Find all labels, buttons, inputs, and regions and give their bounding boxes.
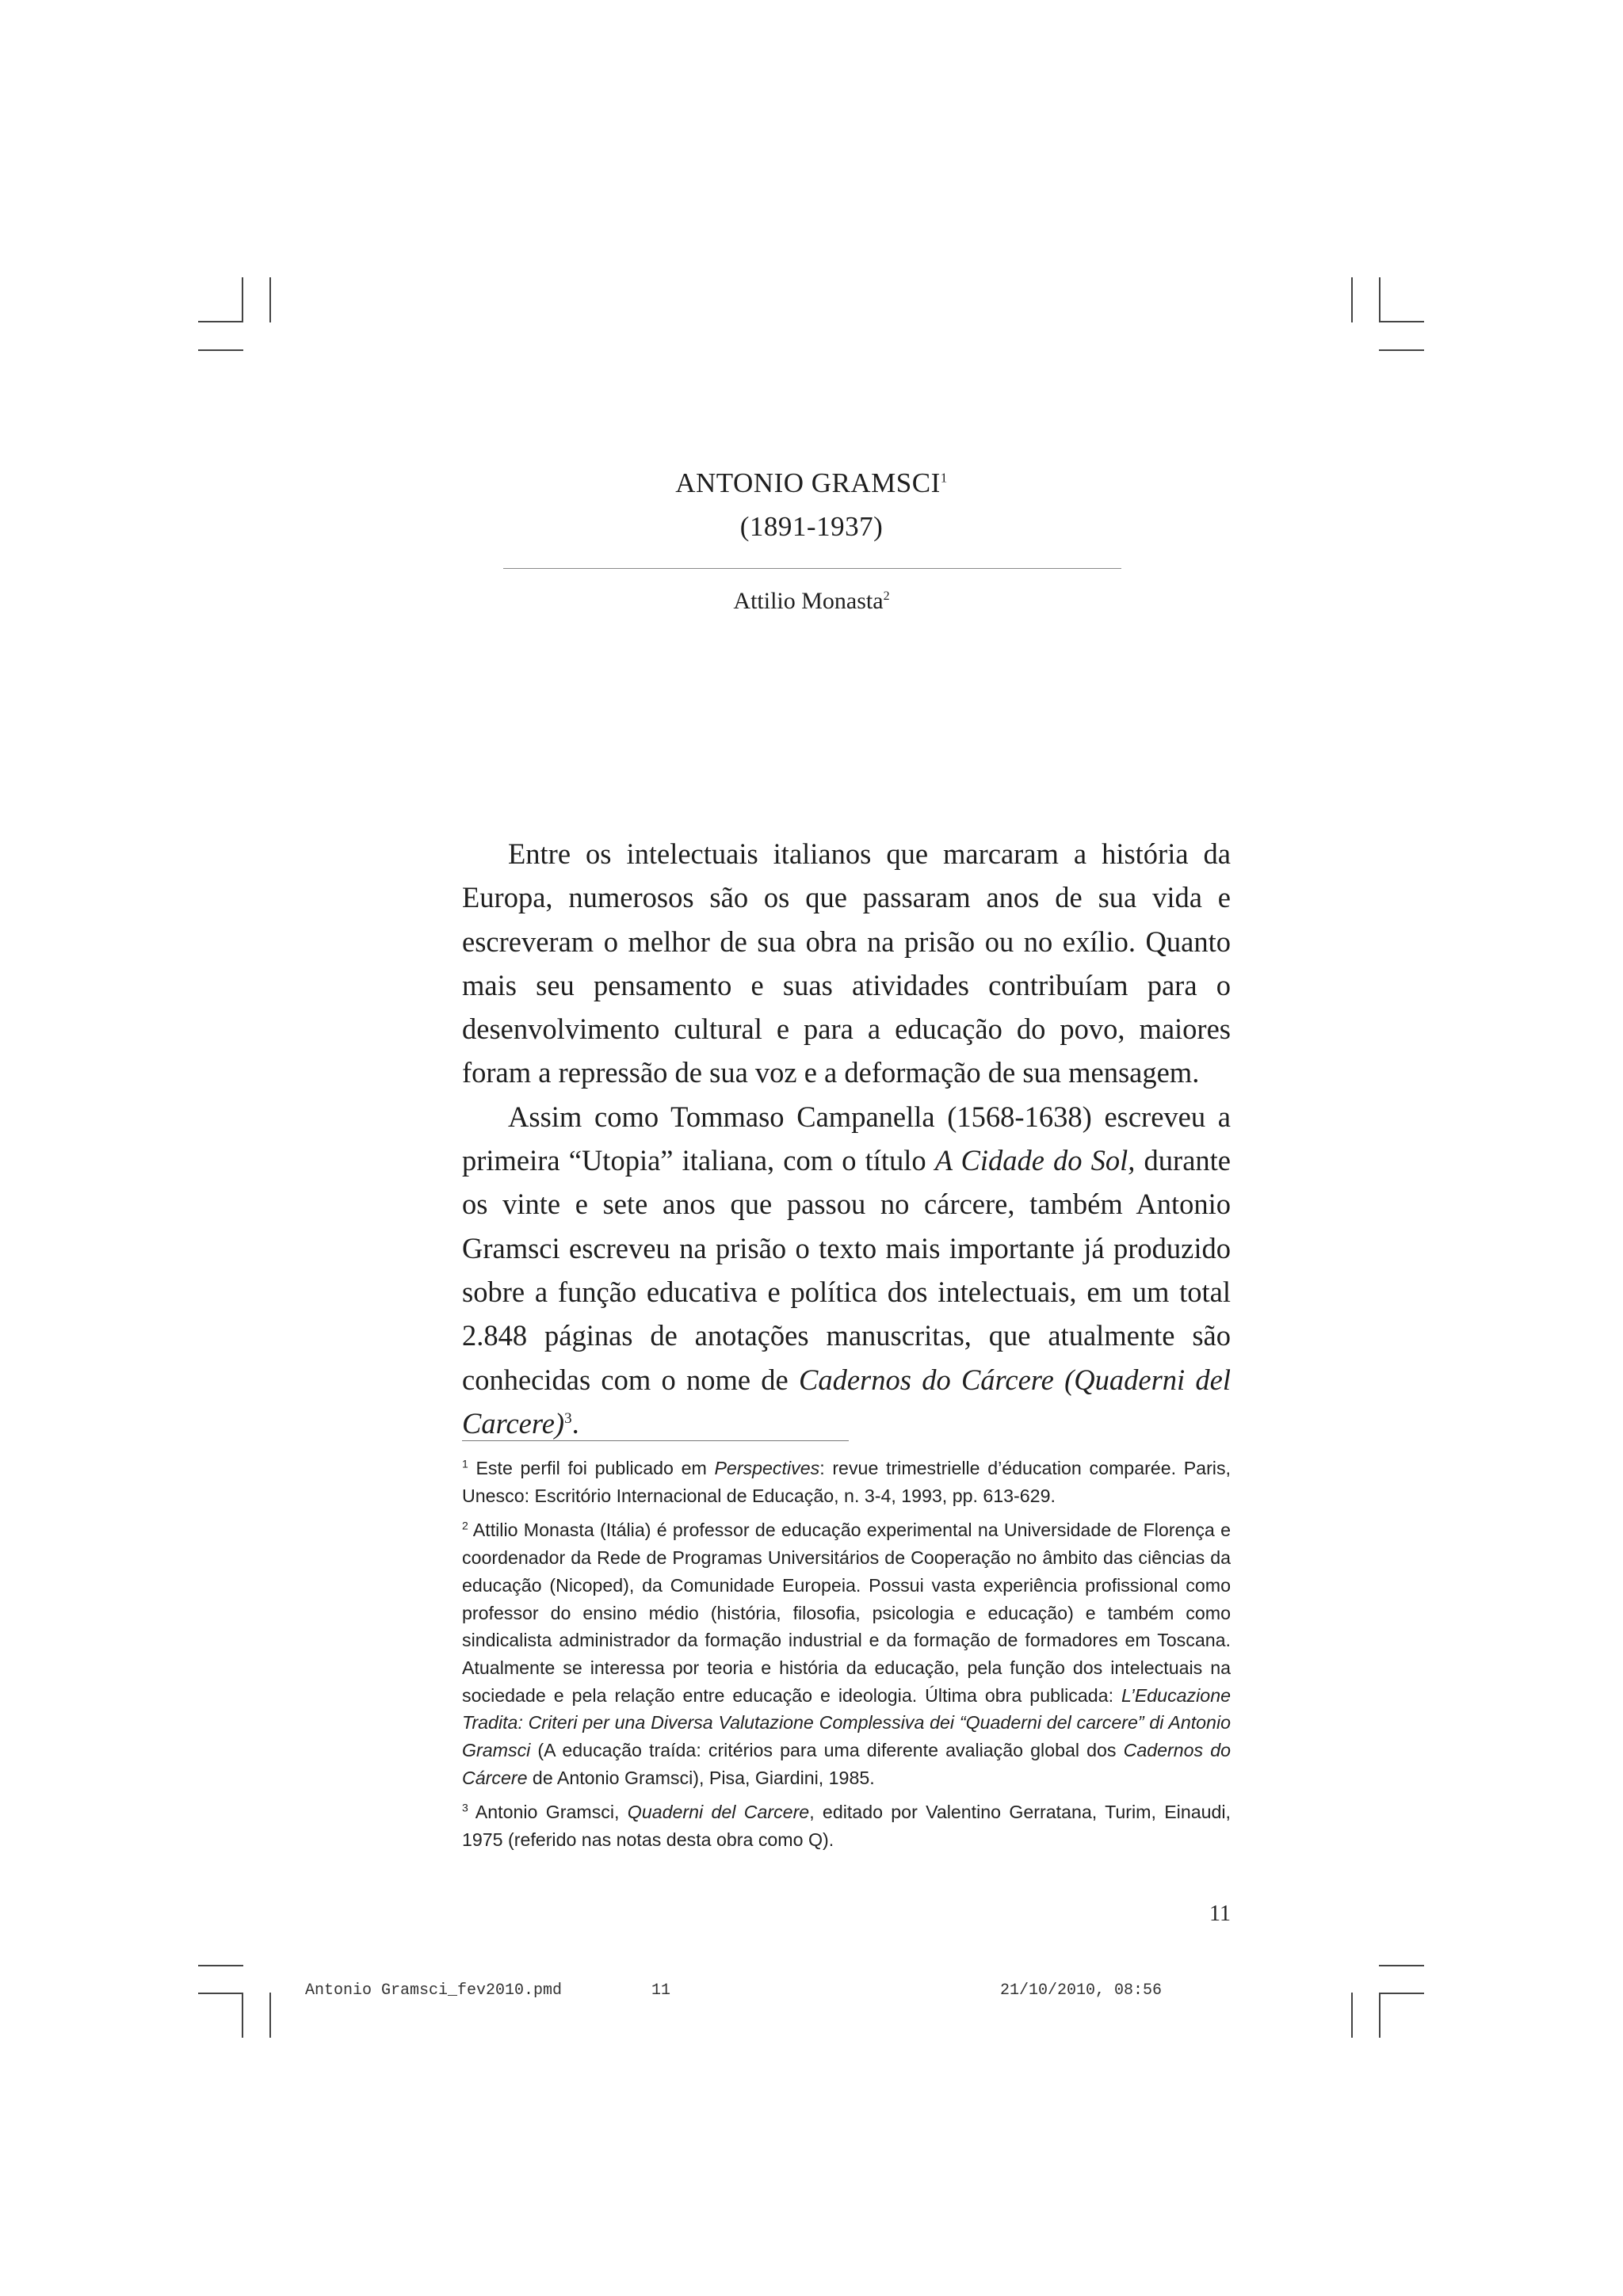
paragraph-text: Assim como Tommaso Campanella (1568-1638) escreveu a primeira “Utopia” italiana, com o título bbox=[462, 1100, 1231, 1177]
footnote-italic: Quaderni del Carcere bbox=[627, 1802, 810, 1823]
paragraph-text: . bbox=[571, 1406, 579, 1440]
footnote-text: de Antonio Gramsci), Pisa, Giardini, 1985. bbox=[527, 1767, 875, 1788]
years-text: (1891-1937) bbox=[739, 511, 884, 542]
paragraph bbox=[462, 832, 1231, 1095]
crop-mark bbox=[1379, 1993, 1424, 1994]
crop-mark bbox=[1351, 277, 1353, 322]
footnote-ref: 2 bbox=[883, 589, 890, 603]
crop-mark bbox=[198, 1965, 243, 1966]
footnote-1 bbox=[462, 1455, 1231, 1509]
author-name: Attilio Monasta bbox=[733, 588, 884, 614]
footnote-text: Antonio Gramsci, bbox=[468, 1802, 628, 1823]
footnote-text: Este perfil foi publicado em bbox=[468, 1458, 715, 1478]
footnotes bbox=[462, 1455, 1231, 1861]
footnote-italic: Cadernos do Cárcere bbox=[462, 1740, 1231, 1788]
crop-mark bbox=[1379, 321, 1424, 322]
body-text bbox=[462, 832, 1231, 1445]
crop-mark bbox=[198, 1993, 243, 1994]
footnote-number: 2 bbox=[462, 1519, 468, 1532]
crop-mark bbox=[1379, 1965, 1424, 1966]
footnote-ref: 1 bbox=[940, 470, 948, 486]
footnote-text: : revue trimestrielle d’éducation comparée. Paris, Unesco: Escritório Internacional de Educação, n. 3-4, 1993, pp. 613-629. bbox=[462, 1458, 1231, 1506]
title-rule bbox=[503, 568, 1121, 569]
footnote-text: Attilio Monasta (Itália) é professor de educação experimental na Universidade de Florença e coordenador da Rede de Programas Universitários de Cooperação no âmbito das ciências da educação (Nicoped), da Comunidade Europeia. Possui vasta experiência profissional como professor do ensino médio (história, filosofia, psicologia e educação) e também como sindicalista administrador da formação industrial e da formação de formadores em Toscana. Atualmente se interessa por teoria e história da educação, pela função dos intelectuais na sociedade e pela relação entre educação e ideologia. Última obra publicada: bbox=[462, 1520, 1231, 1706]
crop-mark bbox=[198, 321, 243, 322]
page-title bbox=[0, 467, 1623, 499]
crop-mark bbox=[1351, 1993, 1353, 2038]
crop-mark bbox=[242, 277, 243, 322]
footnote-3 bbox=[462, 1798, 1231, 1853]
footnote-number: 1 bbox=[462, 1457, 468, 1470]
footnote-italic: L’Educazione Tradita: Criteri per una Diversa Valutazione Complessiva dei “Quaderni del carcere” di Antonio Gramsci bbox=[462, 1684, 1231, 1761]
paragraph-text: durante os vinte e sete anos que passou no cárcere, também Antonio Gramsci escreveu na prisão o texto mais importante já produzido sobre a função educativa e política dos intelectuais, em um total 2.848 páginas de anotações manuscritas, que atualmente são conhecidas com o nome de bbox=[462, 1144, 1231, 1396]
crop-mark bbox=[1379, 1993, 1381, 2038]
footnote-2 bbox=[462, 1516, 1231, 1791]
paragraph-text: Entre os intelectuais italianos que marcaram a história da Europa, numerosos são os que passaram anos de sua vida e escreveram o melhor de sua obra na prisão ou no exílio. Quanto mais seu pensamento e suas atividades contribuíam para o desenvolvimento cultural e para a educação do povo, maiores foram a repressão de sua voz e a deformação de sua mensagem. bbox=[462, 837, 1231, 1089]
italic-title: Cadernos do Cárcere (Quaderni del Carcere) bbox=[462, 1363, 1231, 1440]
crop-mark bbox=[198, 349, 243, 351]
footnote-text: , editado por Valentino Gerratana, Turim, Einaudi, 1975 (referido nas notas desta obra como Q). bbox=[462, 1802, 1231, 1851]
footnote-text: (A educação traída: critérios para uma diferente avaliação global dos bbox=[530, 1740, 1124, 1761]
title-years bbox=[0, 511, 1623, 543]
italic-title: A Cidade do Sol, bbox=[934, 1144, 1136, 1177]
page-number: 11 bbox=[1209, 1901, 1231, 1926]
footnote-italic: Perspectives bbox=[714, 1458, 820, 1478]
footnote-ref: 3 bbox=[564, 1409, 572, 1427]
crop-mark bbox=[1379, 349, 1424, 351]
author-line bbox=[0, 588, 1623, 615]
footnote-rule bbox=[462, 1440, 849, 1441]
paragraph bbox=[462, 1095, 1231, 1445]
crop-mark bbox=[1379, 277, 1381, 322]
slug-date: 21/10/2010, 08:56 bbox=[1000, 1981, 1163, 2000]
crop-mark bbox=[269, 277, 271, 322]
title-text: ANTONIO GRAMSCI bbox=[675, 467, 941, 498]
footnote-number: 3 bbox=[462, 1801, 468, 1814]
slug-page: 11 bbox=[651, 1981, 671, 2000]
crop-mark bbox=[269, 1993, 271, 2038]
slug-file: Antonio Gramsci_fev2010.pmd bbox=[305, 1981, 563, 2000]
crop-mark bbox=[242, 1993, 243, 2038]
